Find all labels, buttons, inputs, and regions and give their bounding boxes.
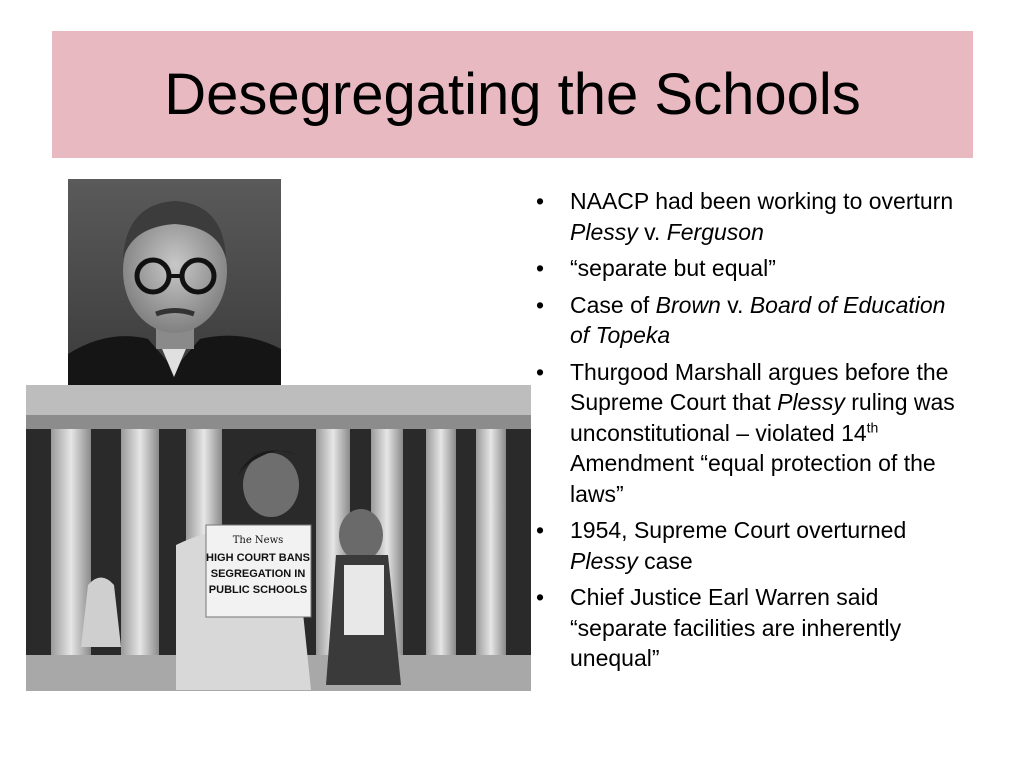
bullet-list: [530, 186, 970, 680]
bullet-marker: •: [535, 517, 545, 543]
bullet-marker: •: [535, 188, 545, 214]
bullet-text: Ferguson: [666, 218, 764, 245]
bullet-text: v.: [720, 291, 750, 318]
bullet-item: [530, 357, 970, 510]
newspaper-masthead: The News: [232, 535, 284, 546]
bullet-text: Plessy: [570, 547, 638, 574]
supreme-court-photo: [26, 385, 531, 691]
bullet-text: ruling was unconstitutional – violated 14: [570, 389, 955, 446]
bullet-text: Plessy: [777, 389, 845, 415]
bullet-marker: •: [535, 358, 545, 385]
headline-line-3: PUBLIC SCHOOLS: [208, 584, 308, 596]
bullet-item: [530, 186, 970, 247]
slide-title: Desegregating the Schools: [164, 62, 861, 127]
bullet-text: v.: [637, 218, 667, 245]
title-band: [52, 31, 973, 158]
bullet-text: Case of: [570, 291, 656, 318]
bullet-text: Thurgood Marshall argues before the Supreme Court that: [570, 358, 949, 415]
bullet-text: NAACP had been working to overturn: [570, 188, 954, 214]
portrait-photo: [68, 179, 281, 389]
bullet-text: Board of Education of Topeka: [570, 291, 946, 348]
bullet-text: 1954, Supreme Court overturned: [570, 517, 907, 543]
bullet-item: [530, 582, 970, 674]
bullet-text: Amendment “equal protection of the laws”: [570, 450, 936, 507]
bullet-item: [530, 253, 970, 284]
bullet-item: [530, 515, 970, 576]
bullet-text: Chief Justice Earl Warren said “separate facilities are inherently unequal”: [570, 584, 902, 671]
bullet-text: Plessy: [570, 218, 638, 245]
bullet-text: Brown: [655, 291, 721, 318]
headline-line-2: SEGREGATION IN: [210, 568, 306, 580]
bullet-text: “separate but equal”: [570, 255, 776, 281]
bullet-item: [530, 290, 970, 351]
bullet-text: th: [866, 418, 879, 435]
bullet-marker: •: [535, 291, 545, 318]
bullet-text: case: [637, 547, 693, 574]
bullet-marker: •: [535, 255, 545, 281]
headline-line-1: HIGH COURT BANS: [206, 552, 310, 564]
bullet-marker: •: [535, 584, 545, 610]
